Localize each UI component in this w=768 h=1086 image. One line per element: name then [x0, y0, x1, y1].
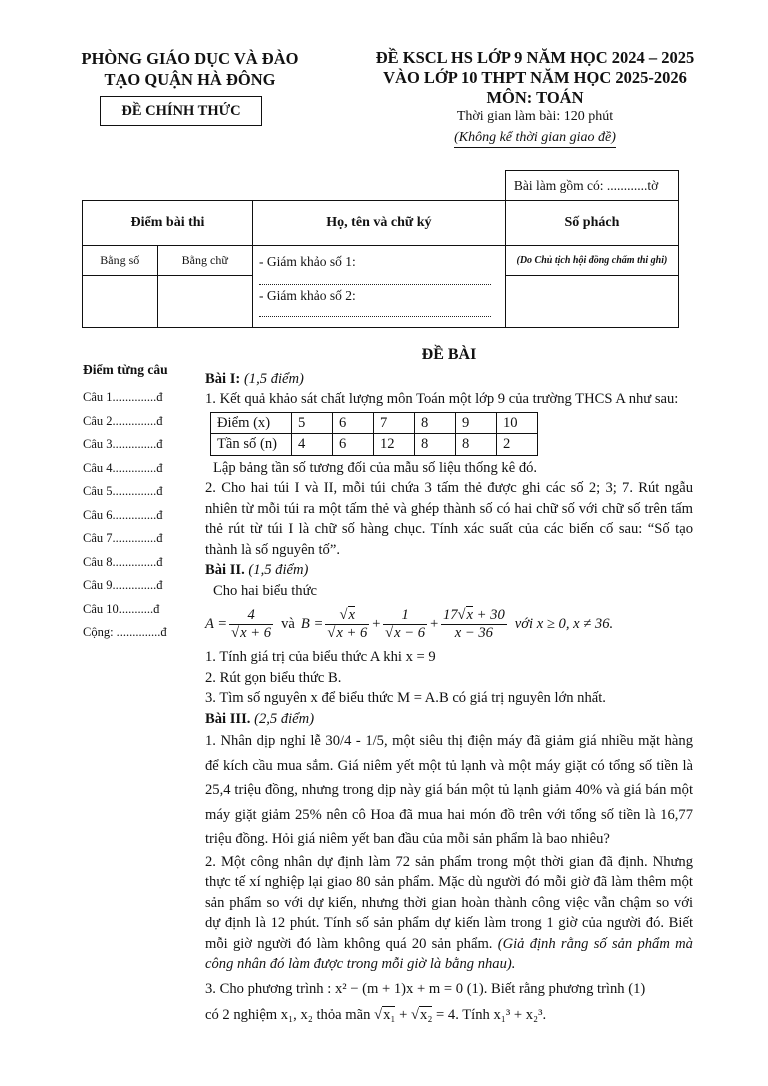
frequency-cell: 12	[374, 434, 415, 456]
score-cell: 5	[292, 412, 333, 434]
score-cell: 8	[415, 412, 456, 434]
fraction-b1-radicand: x	[336, 624, 343, 641]
q1-1-text: 1. Kết quả khảo sát chất lượng môn Toán một lớp 9 của trường THCS A như sau:	[205, 391, 679, 407]
score-words-label: Bằng chữ	[157, 246, 252, 276]
q2-2-text: 2. Rút gọn biểu thức B.	[205, 669, 342, 686]
q3-3-sqrt-x2: x₂	[420, 1007, 433, 1023]
examiner-1-line[interactable]	[259, 270, 491, 285]
score-cell: 7	[374, 412, 415, 434]
score-number-label: Bằng số	[83, 246, 158, 276]
q2-3-text: 3. Tìm số nguyên x để biểu thức M = A.B có giá trị nguyên lớn nhất.	[205, 690, 606, 706]
examiner-header: Họ, tên và chữ ký	[252, 201, 505, 246]
score-number-box[interactable]	[83, 276, 158, 328]
sidebar-item-cau-3[interactable]: Câu 3..............đ	[83, 437, 163, 451]
sidebar-item-cau-10[interactable]: Câu 10...........đ	[83, 601, 160, 616]
section-2-points: (1,5 điểm)	[248, 562, 309, 578]
frequency-cell: 8	[456, 434, 497, 456]
fraction-b1-den-rest: + 6	[342, 624, 368, 641]
fraction-a-num: 4	[229, 607, 273, 625]
fraction-b3-num-rest: + 30	[473, 606, 505, 623]
sidebar-item-cau-8[interactable]: Câu 8..............đ	[83, 554, 163, 569]
section-3-label: Bài III.	[205, 710, 251, 727]
sidebar-item-cau-1[interactable]: Câu 1..............đ	[83, 390, 163, 404]
section-3-points: (2,5 điểm)	[254, 710, 315, 727]
pages-count-label: Bài làm gồm có: ............tờ	[505, 171, 678, 201]
formula-plus-2: +	[429, 615, 439, 632]
fraction-a-radicand: x	[240, 624, 247, 641]
q3-1-text: 1. Nhân dịp nghỉ lễ 30/4 - 1/5, một siêu thị điện máy đã giảm giá nhiều mặt hàng để kích cầu mua sắm. Giá niêm yết một tủ lạnh và một máy giặt có tổng số tiền là 25,4 triệu đồng, nhưng trong dịp này giá bán một tủ lạnh giảm 40% và giá bán một máy giặt giảm 25% nên cô Hoa đã mua hai món đồ trên với tổng số tiền là 16,77 triệu đồng. Hỏi giá niêm yết ban đầu của mỗi sản phẩm là bao nhiêu?	[205, 733, 693, 847]
fraction-b1-num: x	[348, 606, 356, 623]
exam-title-line-1: ĐỀ KSCL HS LỚP 9 NĂM HỌC 2024 – 2025	[375, 48, 695, 67]
examiner-1-label: - Giám khảo số 1:	[258, 254, 356, 269]
q3-3-post: = 4. Tính x₁³ + x₂³.	[432, 1007, 547, 1023]
time-note: (Không kể thời gian giao đề)	[454, 129, 616, 148]
formula-b-label: B =	[300, 615, 324, 632]
q3-2-body: 2. Một công nhân dự định làm 72 sản phẩm trong một thời gian đã định. Nhưng thực tế xí nghiệp lại giao 80 sản phẩm. Mặc dù người đó mỗi giờ đã làm thêm một sản phẩm so với dự kiến, nhưng thời gian hoàn thành công việc vẫn chậm so với dự định là 12 phút. Tính số sản phẩm dự kiến làm trong 1 giờ của người đó. Biết mỗi giờ người đó làm không quá 20 sản phẩm.	[205, 853, 693, 952]
department-line-2: TẠO QUẬN HÀ ĐÔNG	[104, 70, 276, 89]
q3-2-text	[205, 852, 693, 975]
fraction-b3-radicand: x	[466, 606, 474, 623]
q3-3-sqrt-x1: x₁	[383, 1007, 396, 1023]
q3-3-line-1: 3. Cho phương trình : x² − (m + 1)x + m = 0 (1). Biết rằng phương trình (1)	[205, 980, 646, 997]
section-2-intro: Cho hai biểu thức	[213, 582, 317, 599]
table-row-frequency	[211, 434, 538, 456]
section-1-points: (1,5 điểm)	[243, 370, 304, 387]
sqrt-icon: √	[385, 624, 394, 641]
q3-3-line-2	[205, 1005, 693, 1026]
sidebar-item-cau-4[interactable]: Câu 4..............đ	[83, 460, 163, 475]
sidebar-item-total[interactable]: Cộng: ..............đ	[83, 625, 167, 639]
fraction-b2-num: 1	[383, 607, 427, 625]
sqrt-icon: √	[374, 1007, 383, 1023]
sqrt-icon: √	[327, 624, 336, 641]
formula-plus-1: +	[371, 615, 382, 632]
section-2-label: Bài II.	[205, 562, 245, 578]
section-3-heading	[205, 709, 693, 730]
sqrt-icon: √	[231, 624, 240, 641]
sidebar-item-cau-6[interactable]: Câu 6..............đ	[83, 507, 163, 522]
exam-title: ĐỀ BÀI	[421, 346, 477, 363]
fraction-b2	[383, 607, 427, 642]
q2-1-text: 1. Tính giá trị của biểu thức A khi x = 9	[205, 649, 436, 665]
q3-2-note: (Giả định rằng số sản phẩm mà công nhân đó làm được trong mỗi giờ là bằng nhau).	[205, 935, 693, 972]
q1-2-text: 2. Cho hai túi I và II, mỗi túi chứa 3 tấm thẻ được ghi các số 2; 3; 7. Rút ngẫu nhiên từ mỗi túi ra một tấm thẻ và ghép thành số có hai chữ số với chữ số trên tấm thẻ rút từ túi I là chữ số hàng chục. Tính xác suất của các biến cố sau: “Số tạo thành là số nguyên tố”.	[205, 480, 693, 558]
code-note: (Do Chủ tịch hội đồng chấm thi ghi)	[505, 246, 678, 276]
sqrt-icon: √	[339, 606, 348, 623]
fraction-b2-den-rest: − 6	[400, 624, 426, 641]
score-sidebar	[83, 362, 193, 649]
q3-3-pre: có 2 nghiệm x₁, x₂ thỏa mãn	[205, 1007, 375, 1023]
row-label-score: Điểm (x)	[211, 412, 292, 434]
q1-1-task: Lập bảng tần số tương đối của mẫu số liệu thống kê đó.	[213, 459, 538, 476]
formula-condition: với x ≥ 0, x ≠ 36.	[514, 615, 614, 632]
score-words-box[interactable]	[157, 276, 252, 328]
exam-body	[205, 345, 693, 1026]
section-2-heading	[205, 560, 693, 581]
sidebar-title: Điểm từng câu	[83, 362, 168, 377]
time-allowed: Thời gian làm bài: 120 phút	[456, 109, 614, 124]
sidebar-item-cau-5[interactable]: Câu 5..............đ	[83, 484, 163, 498]
grading-table	[82, 170, 679, 328]
fraction-a-den-rest: + 6	[246, 624, 272, 641]
code-box[interactable]	[505, 276, 678, 328]
frequency-cell: 4	[292, 434, 333, 456]
score-header: Điểm bài thi	[83, 201, 253, 246]
exam-header	[330, 48, 740, 148]
department-line-1: PHÒNG GIÁO DỤC VÀ ĐÀO	[81, 49, 299, 68]
score-cell: 9	[456, 412, 497, 434]
expression-formula	[205, 601, 693, 647]
examiner-2-line[interactable]	[259, 304, 491, 317]
formula-a-label: A =	[205, 615, 228, 632]
frequency-cell: 8	[415, 434, 456, 456]
section-1-heading	[205, 369, 693, 390]
sqrt-icon: √	[457, 606, 466, 623]
q3-3-plus: +	[395, 1007, 411, 1023]
fraction-b3	[441, 607, 507, 642]
sidebar-item-cau-7[interactable]: Câu 7..............đ	[83, 531, 163, 545]
row-label-frequency: Tần số (n)	[211, 434, 292, 456]
fraction-b2-radicand: x	[394, 624, 401, 641]
score-cell: 10	[497, 412, 538, 434]
frequency-cell: 6	[333, 434, 374, 456]
examiner-2-label: - Giám khảo số 2:	[258, 288, 356, 303]
sidebar-item-cau-2[interactable]: Câu 2..............đ	[83, 413, 163, 428]
code-header: Số phách	[505, 201, 678, 246]
department-header	[60, 48, 320, 90]
fraction-b3-den: x − 36	[454, 624, 493, 641]
fraction-a	[229, 607, 273, 642]
sidebar-item-cau-9[interactable]: Câu 9..............đ	[83, 578, 163, 592]
fraction-b3-num-pre: 17	[442, 606, 458, 623]
subject: MÔN: TOÁN	[486, 88, 584, 107]
section-1-label: Bài I:	[205, 370, 241, 387]
official-stamp: ĐỀ CHÍNH THỨC	[100, 96, 262, 126]
table-row-score	[211, 412, 538, 434]
exam-title-line-2: VÀO LỚP 10 THPT NĂM HỌC 2025-2026	[383, 68, 687, 87]
formula-and: và	[281, 615, 295, 632]
frequency-cell: 2	[497, 434, 538, 456]
sqrt-icon: √	[411, 1007, 420, 1023]
fraction-b1	[325, 607, 369, 642]
examiner-cell	[252, 246, 505, 328]
score-cell: 6	[333, 412, 374, 434]
frequency-table	[210, 412, 538, 456]
